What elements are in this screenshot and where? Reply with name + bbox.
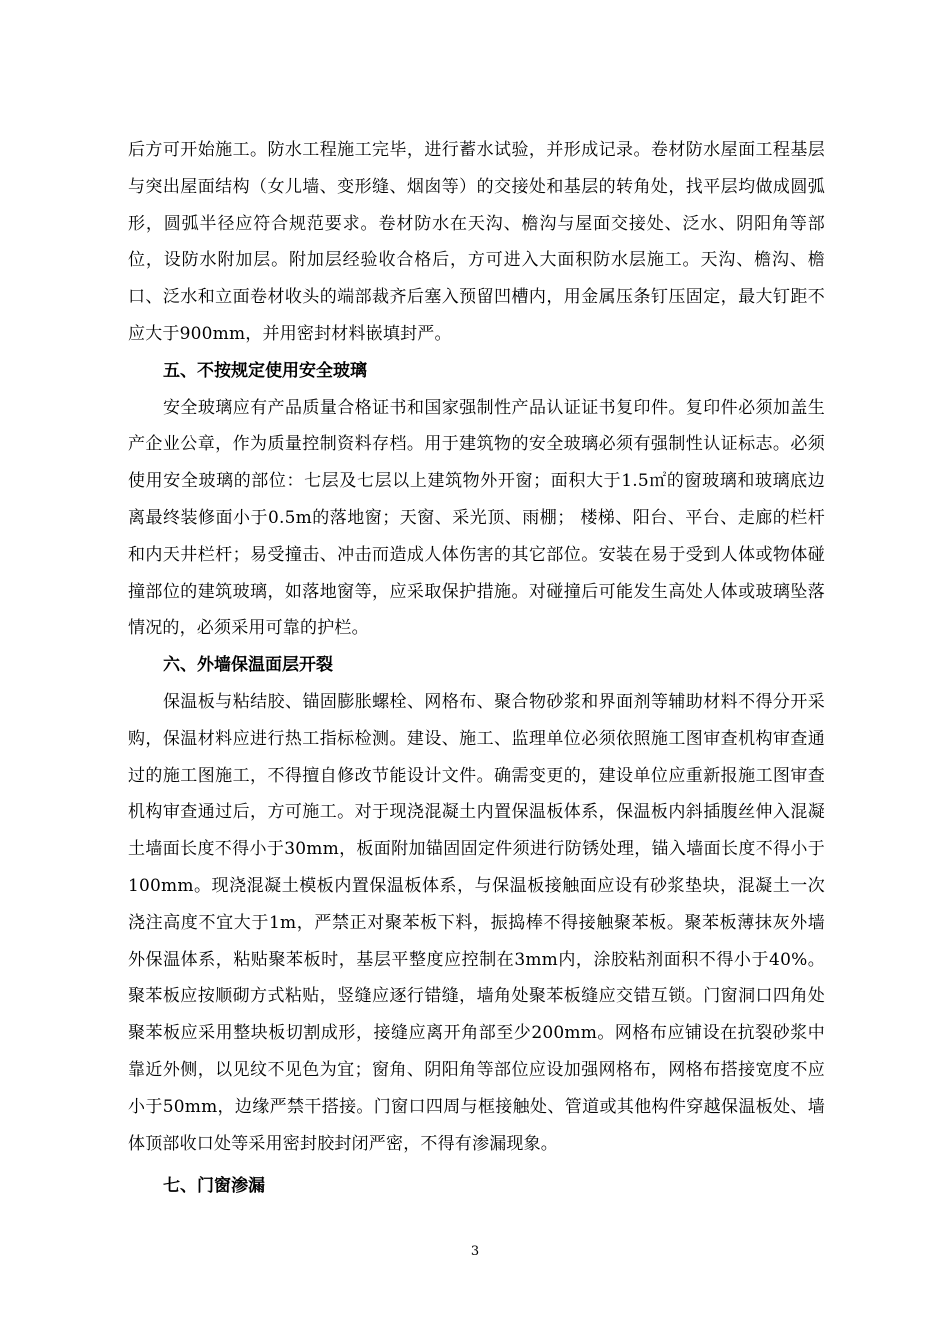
body-paragraph-continued: 后方可开始施工。防水工程施工完毕，进行蓄水试验，并形成记录。卷材防水屋面工程基层与突出屋面结构（女儿墙、变形缝、烟囱等）的交接处和基层的转角处，找平层均做成圆弧形，圆弧半径应符合规范要求。卷材防水在天沟、檐沟与屋面交接处、泛水、阴阳角等部位，设防水附加层。附加层经验收合格后，方可进入大面积防水层施工。天沟、檐沟、檐口、泛水和立面卷材收头的端部裁齐后塞入预留凹槽内，用金属压条钉压固定，最大钉距不应大于900mm，并用密封材料嵌填封严。 xyxy=(128,140,825,344)
page-body xyxy=(128,132,825,1205)
body-paragraph-safety-glass: 安全玻璃应有产品质量合格证书和国家强制性产品认证证书复印件。复印件必须加盖生产企业公章，作为质量控制资料存档。用于建筑物的安全玻璃必须有强制性认证标志。必须使用安全玻璃的部位：七层及七层以上建筑物外开窗；面积大于1.5㎡的窗玻璃和玻璃底边离最终装修面小于0.5m的落地窗；天窗、采光顶、雨棚； 楼梯、阳台、平台、走廊的栏杆和内天井栏杆；易受撞击、冲击而造成人体伤害的其它部位。安装在易于受到人体或物体碰撞部位的建筑玻璃，如落地窗等，应采取保护措施。对碰撞后可能发生高处人体或玻璃坠落情况的，必须采用可靠的护栏。 xyxy=(128,397,825,639)
page-number: 3 xyxy=(470,1244,480,1259)
section-heading-5: 五、不按规定使用安全玻璃 xyxy=(163,360,367,381)
section-heading-6: 六、外墙保温面层开裂 xyxy=(163,655,333,676)
section-heading-7: 七、门窗渗漏 xyxy=(163,1176,265,1197)
body-paragraph-wall-insulation: 保温板与粘结胶、锚固膨胀螺栓、网格布、聚合物砂浆和界面剂等辅助材料不得分开采购，保温材料应进行热工指标检测。建设、施工、监理单位必须依照施工图审查机构审查通过的施工图施工，不得擅自修改节能设计文件。确需变更的，建设单位应重新报施工图审查机构审查通过后，方可施工。对于现浇混凝土内置保温板体系，保温板内斜插腹丝伸入混凝土墙面长度不得小于30mm，板面附加锚固固定件须进行防锈处理，锚入墙面长度不得小于100mm。现浇混凝土模板内置保温板体系，与保温板接触面应设有砂浆垫块，混凝土一次浇注高度不宜大于1m，严禁正对聚苯板下料，振捣棒不得接触聚苯板。聚苯板薄抹灰外墙外保温体系，粘贴聚苯板时，基层平整度应控制在3mm内，涂胶粘剂面积不得小于40%。聚苯板应按顺砌方式粘贴，竖缝应逐行错缝，墙角处聚苯板缝应交错互锁。门窗洞口四角处聚苯板应采用整块板切割成形，接缝应离开角部至少200mm。网格布应铺设在抗裂砂浆中靠近外侧，以见纹不见色为宜；窗角、阴阳角等部位应设加强网格布，网格布搭接宽度不应小于50mm，边缘严禁干搭接。门窗口四周与框接触处、管道或其他构件穿越保温板处、墙体顶部收口处等采用密封胶封闭严密，不得有渗漏现象。 xyxy=(128,691,825,1154)
